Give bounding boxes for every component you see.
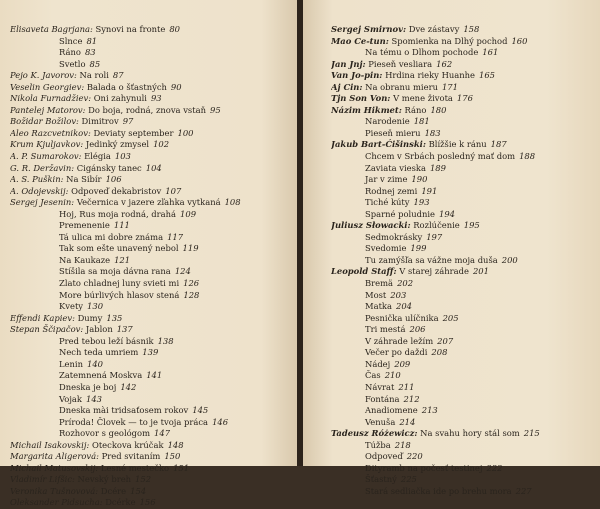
toc-page-number: 152 — [135, 474, 152, 485]
toc-title: Cigánsky tanec — [76, 162, 142, 173]
toc-page-number: 203 — [390, 289, 407, 300]
toc-page-number: 83 — [84, 47, 96, 58]
toc-entry — [331, 186, 595, 198]
toc-author: Van Jo-pin: — [331, 70, 383, 81]
toc-page-number: 176 — [456, 93, 473, 104]
toc-author: Stepan Ščipačov: — [10, 324, 84, 335]
toc-author: Jakub Bart-Ćišinski: — [331, 139, 426, 150]
toc-entry — [10, 347, 292, 359]
toc-page-number: 199 — [410, 243, 427, 254]
toc-page-number: 147 — [154, 428, 171, 439]
toc-author: Pantelej Matorov: — [10, 104, 86, 115]
toc-entry — [10, 197, 292, 209]
toc-page-number: 102 — [153, 139, 170, 150]
toc-title: Premenenie — [59, 220, 110, 231]
toc-page-number: 180 — [430, 104, 447, 115]
toc-author: Jan Jnj: — [331, 58, 366, 69]
toc-entry — [331, 232, 595, 244]
toc-entry — [10, 336, 292, 348]
left-toc-list — [10, 24, 292, 509]
toc-entry — [10, 220, 292, 232]
toc-title: Na tému o Dlhom pochode — [365, 47, 479, 58]
toc-title: Jablon — [85, 324, 113, 335]
toc-title: Oteckova krúčak — [91, 439, 164, 450]
toc-author: Sergej Jesenin: — [10, 197, 75, 208]
toc-page-number: 189 — [429, 162, 446, 173]
toc-title: Most — [365, 289, 387, 300]
toc-entry — [331, 116, 595, 128]
toc-page-number: 207 — [437, 335, 454, 346]
toc-title: Elégia — [84, 151, 111, 162]
toc-entry — [10, 313, 292, 325]
toc-page-number: 151 — [173, 462, 190, 473]
toc-entry — [10, 382, 292, 394]
toc-entry — [10, 417, 292, 429]
toc-entry — [10, 209, 292, 221]
toc-title: Ráno — [404, 104, 427, 115]
toc-page-number: 80 — [169, 24, 181, 34]
toc-title: Bremä — [365, 278, 394, 289]
toc-page-number: 214 — [399, 416, 416, 427]
toc-author: Nikola Furnadžiev: — [10, 93, 92, 104]
toc-author: Oleksander Pidsucha: — [10, 497, 103, 508]
toc-author: Mao Ce-tun: — [331, 35, 389, 46]
toc-entry — [10, 440, 292, 452]
toc-entry — [331, 255, 595, 267]
toc-entry — [10, 301, 292, 313]
toc-entry — [331, 47, 595, 59]
toc-title: Dve zástavy — [408, 24, 460, 34]
toc-author: Názim Hikmet: — [331, 104, 402, 115]
toc-entry — [10, 116, 292, 128]
toc-entry — [331, 290, 595, 302]
toc-page-number: 138 — [157, 335, 174, 346]
toc-page-number: 121 — [114, 254, 131, 265]
toc-entry — [331, 197, 595, 209]
toc-page-number: 211 — [398, 381, 415, 392]
toc-title: Lesné mestečko — [100, 462, 170, 473]
toc-entry — [331, 243, 595, 255]
toc-page-number: 150 — [164, 451, 181, 462]
toc-title: Venuša — [365, 416, 396, 427]
toc-author: Tadeusz Różewicz: — [331, 428, 418, 439]
toc-title: Svetlo — [59, 58, 86, 69]
toc-title: Dimitrov — [81, 116, 119, 127]
toc-entry — [331, 394, 595, 406]
toc-author: A. Odojevskij: — [10, 185, 69, 196]
toc-page-number: 212 — [403, 393, 420, 404]
toc-page-number: 161 — [482, 47, 499, 58]
toc-entry — [331, 128, 595, 140]
toc-author: Margarita Aligerová: — [10, 451, 99, 462]
toc-page-number: 193 — [413, 197, 430, 208]
toc-title: Túžba — [365, 439, 391, 450]
toc-page-number: 183 — [424, 127, 441, 138]
toc-title: Dneska je boj — [59, 381, 117, 392]
toc-entry — [331, 324, 595, 336]
toc-entry — [331, 474, 595, 486]
toc-entry — [10, 36, 292, 48]
toc-author: Michail Matusovskij: — [10, 462, 99, 473]
toc-author: Veronika Tušnovová: — [10, 485, 99, 496]
toc-page-number: 139 — [142, 347, 159, 358]
toc-entry — [10, 486, 292, 498]
toc-author: Sergej Smirnov: — [331, 24, 407, 34]
toc-entry — [10, 243, 292, 255]
toc-author: Pejo K. Javorov: — [10, 70, 77, 81]
toc-page-number: 204 — [396, 301, 413, 312]
toc-title: Sparné poludnie — [365, 208, 435, 219]
toc-page-number: 181 — [413, 116, 430, 127]
toc-title: Pred tebou leží básnik — [59, 335, 154, 346]
toc-title: Stíšila sa moja dávna rana — [59, 266, 171, 277]
toc-page-number: 195 — [463, 220, 480, 231]
toc-title: Na svahu hory stál som — [420, 428, 520, 439]
toc-title: Tak som ešte unavený nebol — [59, 243, 179, 254]
toc-entry — [10, 105, 292, 117]
toc-page-number: 109 — [180, 208, 197, 219]
toc-entry — [331, 336, 595, 348]
toc-title: Príroda! Človek — to je tvoja práca — [59, 416, 209, 427]
toc-title: Tri mestá — [365, 324, 406, 335]
toc-entry — [331, 174, 595, 186]
toc-entry — [331, 139, 595, 151]
toc-page-number: 225 — [400, 474, 417, 485]
right-toc-list — [331, 24, 595, 497]
toc-author: G. R. Deržavin: — [10, 162, 75, 173]
toc-entry — [10, 324, 292, 336]
toc-author: Aj Cin: — [331, 81, 363, 92]
toc-entry — [331, 163, 595, 175]
toc-title: Čas — [365, 370, 381, 381]
toc-entry — [10, 174, 292, 186]
toc-page-number: 128 — [183, 289, 200, 300]
toc-title: Balada o šťastných — [86, 81, 167, 92]
toc-entry — [10, 428, 292, 440]
toc-title: Matka — [365, 301, 393, 312]
toc-page-number: 142 — [120, 381, 137, 392]
toc-entry — [331, 93, 595, 105]
toc-entry — [10, 497, 292, 509]
toc-title: Návrat — [365, 381, 395, 392]
toc-page-number: 202 — [397, 278, 414, 289]
toc-entry — [331, 82, 595, 94]
toc-title: Dityramb na počesť testinej — [365, 462, 483, 473]
toc-page-number: 135 — [106, 312, 123, 323]
toc-entry — [10, 163, 292, 175]
toc-entry — [331, 451, 595, 463]
toc-page-number: 190 — [411, 174, 428, 185]
toc-title: V starej záhrade — [399, 266, 469, 277]
toc-title: Odpoveď dekabristov — [71, 185, 162, 196]
toc-page-number: 104 — [145, 162, 162, 173]
toc-page-number: 111 — [113, 220, 130, 231]
toc-entry — [331, 382, 595, 394]
toc-page-number: 227 — [515, 485, 532, 496]
toc-page-number: 201 — [472, 266, 489, 277]
toc-entry — [331, 70, 595, 82]
toc-page-number: 160 — [511, 35, 528, 46]
toc-title: Nevský breh — [77, 474, 132, 485]
toc-page-number: 197 — [426, 231, 443, 242]
toc-entry — [331, 359, 595, 371]
toc-title: Narodenie — [365, 116, 410, 127]
toc-page-number: 107 — [165, 185, 182, 196]
toc-entry — [10, 463, 292, 475]
toc-entry — [331, 428, 595, 440]
toc-entry — [331, 151, 595, 163]
toc-title: Hoj, Rus moja rodná, drahá — [59, 208, 177, 219]
toc-entry — [10, 82, 292, 94]
toc-title: Lenin — [59, 358, 83, 369]
toc-title: Spomienka na Dlhý pochod — [391, 35, 508, 46]
toc-title: Jedinký zmysel — [85, 139, 150, 150]
toc-author: Juliusz Słowacki: — [331, 220, 411, 231]
toc-page-number: 154 — [130, 485, 147, 496]
toc-page-number: 137 — [116, 324, 133, 335]
toc-entry — [10, 405, 292, 417]
toc-title: Synovi na fronte — [95, 24, 166, 34]
toc-title: Dneska mài tridsaťosem rokov — [59, 405, 189, 416]
toc-author: Leopold Staff: — [331, 266, 397, 277]
toc-title: More búrlivých hlasov stená — [59, 289, 180, 300]
toc-title: Anadiomene — [365, 405, 418, 416]
toc-entry — [331, 278, 595, 290]
toc-page-number: 140 — [86, 358, 103, 369]
toc-page-number: 171 — [441, 81, 458, 92]
toc-title: Slnce — [59, 35, 83, 46]
toc-page-number: 158 — [463, 24, 480, 34]
toc-page-number: 93 — [150, 93, 162, 104]
toc-author: Elisaveta Bagrjana: — [10, 24, 93, 34]
toc-page-number: 90 — [170, 81, 182, 92]
toc-title: Tiché kúty — [365, 197, 410, 208]
toc-title: Sedmokrásky — [365, 231, 423, 242]
toc-title: Rozhovor s geológom — [59, 428, 151, 439]
toc-entry — [331, 220, 595, 232]
toc-page-number: 205 — [442, 312, 459, 323]
toc-entry — [10, 359, 292, 371]
toc-title: Večernica v jazere zľahka vytkaná — [76, 197, 221, 208]
toc-page-number: 103 — [114, 151, 131, 162]
left-page — [0, 0, 297, 508]
toc-page-number: 124 — [174, 266, 191, 277]
toc-title: Šťastný — [365, 474, 397, 485]
toc-page-number: 218 — [394, 439, 411, 450]
toc-page-number: 188 — [519, 151, 536, 162]
toc-page-number: 85 — [89, 58, 101, 69]
toc-title: Pred svitaním — [101, 451, 161, 462]
toc-page-number: 100 — [177, 127, 194, 138]
toc-entry — [10, 93, 292, 105]
toc-title: Blížšie k ránu — [428, 139, 487, 150]
toc-page-number: 194 — [438, 208, 455, 219]
toc-title: Oni zahynuli — [93, 93, 147, 104]
toc-page-number: 126 — [183, 278, 200, 289]
toc-page-number: 200 — [501, 254, 518, 265]
toc-entry — [331, 24, 595, 36]
toc-entry — [10, 139, 292, 151]
toc-page-number: 130 — [87, 301, 104, 312]
toc-author: Michail Isakovskij: — [10, 439, 90, 450]
toc-author: Aleo Razcvetnikov: — [10, 127, 91, 138]
toc-title: V záhrade ležím — [365, 335, 434, 346]
toc-entry — [331, 209, 595, 221]
toc-entry — [331, 59, 595, 71]
toc-entry — [331, 36, 595, 48]
toc-entry — [10, 255, 292, 267]
toc-page-number: 156 — [139, 497, 156, 508]
toc-title: Ráno — [59, 47, 81, 58]
toc-page-number: 148 — [167, 439, 184, 450]
toc-title: Tá ulica mi dobre známa — [59, 231, 164, 242]
toc-entry — [331, 463, 595, 475]
toc-page-number: 108 — [224, 197, 241, 208]
toc-entry — [331, 370, 595, 382]
toc-title: Na roli — [79, 70, 109, 81]
toc-page-number: 187 — [490, 139, 507, 150]
toc-title: Na Kaukaze — [59, 254, 111, 265]
toc-entry — [331, 301, 595, 313]
toc-page-number: 117 — [167, 231, 184, 242]
toc-entry — [331, 105, 595, 117]
toc-title: Jar v zime — [365, 174, 408, 185]
toc-title: Dcérke — [105, 497, 136, 508]
toc-author: Effendi Kapiev: — [10, 312, 75, 323]
toc-author: Veselin Georgiev: — [10, 81, 85, 92]
toc-page-number: 191 — [421, 185, 438, 196]
toc-entry — [10, 232, 292, 244]
toc-title: Na Sibír — [66, 174, 102, 185]
toc-entry — [10, 370, 292, 382]
toc-entry — [10, 278, 292, 290]
toc-title: Stará sedliačka ide po brehu mora — [365, 485, 512, 496]
toc-page-number: 162 — [436, 58, 453, 69]
toc-entry — [331, 417, 595, 429]
toc-title: Zatemnená Moskva — [59, 370, 143, 381]
toc-title: Nádej — [365, 358, 391, 369]
toc-entry — [10, 70, 292, 82]
toc-title: Dumy — [77, 312, 103, 323]
toc-title: Deviaty september — [93, 127, 174, 138]
toc-author: Krum Kjuljavkov: — [10, 139, 84, 150]
toc-page-number: 213 — [421, 405, 438, 416]
right-page — [303, 0, 600, 496]
toc-entry — [331, 486, 595, 498]
toc-page-number: 208 — [431, 347, 448, 358]
toc-page-number: 95 — [209, 104, 221, 115]
toc-title: Svedomie — [365, 243, 407, 254]
toc-title: Tu zamýšľa sa vážne moja duša — [365, 254, 498, 265]
toc-author: Božidar Božilov: — [10, 116, 79, 127]
toc-author: A. S. Puškin: — [10, 174, 64, 185]
toc-title: Hrdina rieky Huanhe — [385, 70, 476, 81]
toc-title: Do boja, rodná, znova vstaň — [88, 104, 206, 115]
toc-page-number: 143 — [86, 393, 102, 404]
toc-title: Pieseň vesliara — [368, 58, 433, 69]
toc-entry — [10, 151, 292, 163]
toc-title: Pieseň mieru — [365, 127, 421, 138]
toc-author: Tjn Son Von: — [331, 93, 391, 104]
toc-entry — [331, 405, 595, 417]
toc-title: Fontána — [365, 393, 400, 404]
toc-entry — [10, 47, 292, 59]
toc-entry — [10, 290, 292, 302]
toc-title: Pesnička ulíčnika — [365, 312, 439, 323]
toc-author: Vladimír Lifšic: — [10, 474, 75, 485]
toc-page-number: 206 — [409, 324, 426, 335]
toc-entry — [331, 440, 595, 452]
toc-entry — [10, 394, 292, 406]
toc-entry — [331, 266, 595, 278]
toc-title: Chcem v Srbách posledný mať dom — [365, 151, 516, 162]
toc-title: Dcére — [100, 485, 127, 496]
toc-title: Kvety — [59, 301, 84, 312]
toc-author: A. P. Sumarokov: — [10, 151, 82, 162]
toc-title: Rodnej zemi — [365, 185, 418, 196]
toc-page-number: 210 — [384, 370, 401, 381]
toc-title: Večer po daždi — [365, 347, 428, 358]
toc-page-number: 215 — [523, 428, 540, 439]
toc-title: Zaviata vieska — [365, 162, 426, 173]
toc-page-number: 106 — [105, 174, 122, 185]
toc-entry — [10, 266, 292, 278]
toc-title: Odpoveď — [365, 451, 403, 462]
toc-page-number: 145 — [192, 405, 209, 416]
toc-page-number: 119 — [182, 243, 199, 254]
toc-page-number: 81 — [86, 35, 98, 46]
toc-page-number: 165 — [479, 70, 496, 81]
toc-entry — [331, 347, 595, 359]
toc-title: Nech teda umriem — [59, 347, 139, 358]
toc-page-number: 222 — [486, 462, 503, 473]
toc-title: V mene života — [393, 93, 453, 104]
toc-entry — [10, 128, 292, 140]
toc-page-number: 87 — [112, 70, 124, 81]
toc-entry — [10, 24, 292, 36]
toc-page-number: 209 — [394, 358, 411, 369]
toc-entry — [10, 474, 292, 486]
toc-page-number: 146 — [212, 416, 229, 427]
toc-title: Rozlúčenie — [413, 220, 460, 231]
toc-page-number: 97 — [122, 116, 134, 127]
toc-entry — [10, 451, 292, 463]
toc-entry — [10, 186, 292, 198]
toc-title: Na obranu mieru — [365, 81, 438, 92]
toc-entry — [10, 59, 292, 71]
toc-page-number: 141 — [146, 370, 163, 381]
toc-entry — [331, 313, 595, 325]
toc-title: Vojak — [59, 393, 82, 404]
toc-page-number: 220 — [406, 451, 423, 462]
toc-title: Zlato chladnej luny svieti mi — [59, 278, 180, 289]
